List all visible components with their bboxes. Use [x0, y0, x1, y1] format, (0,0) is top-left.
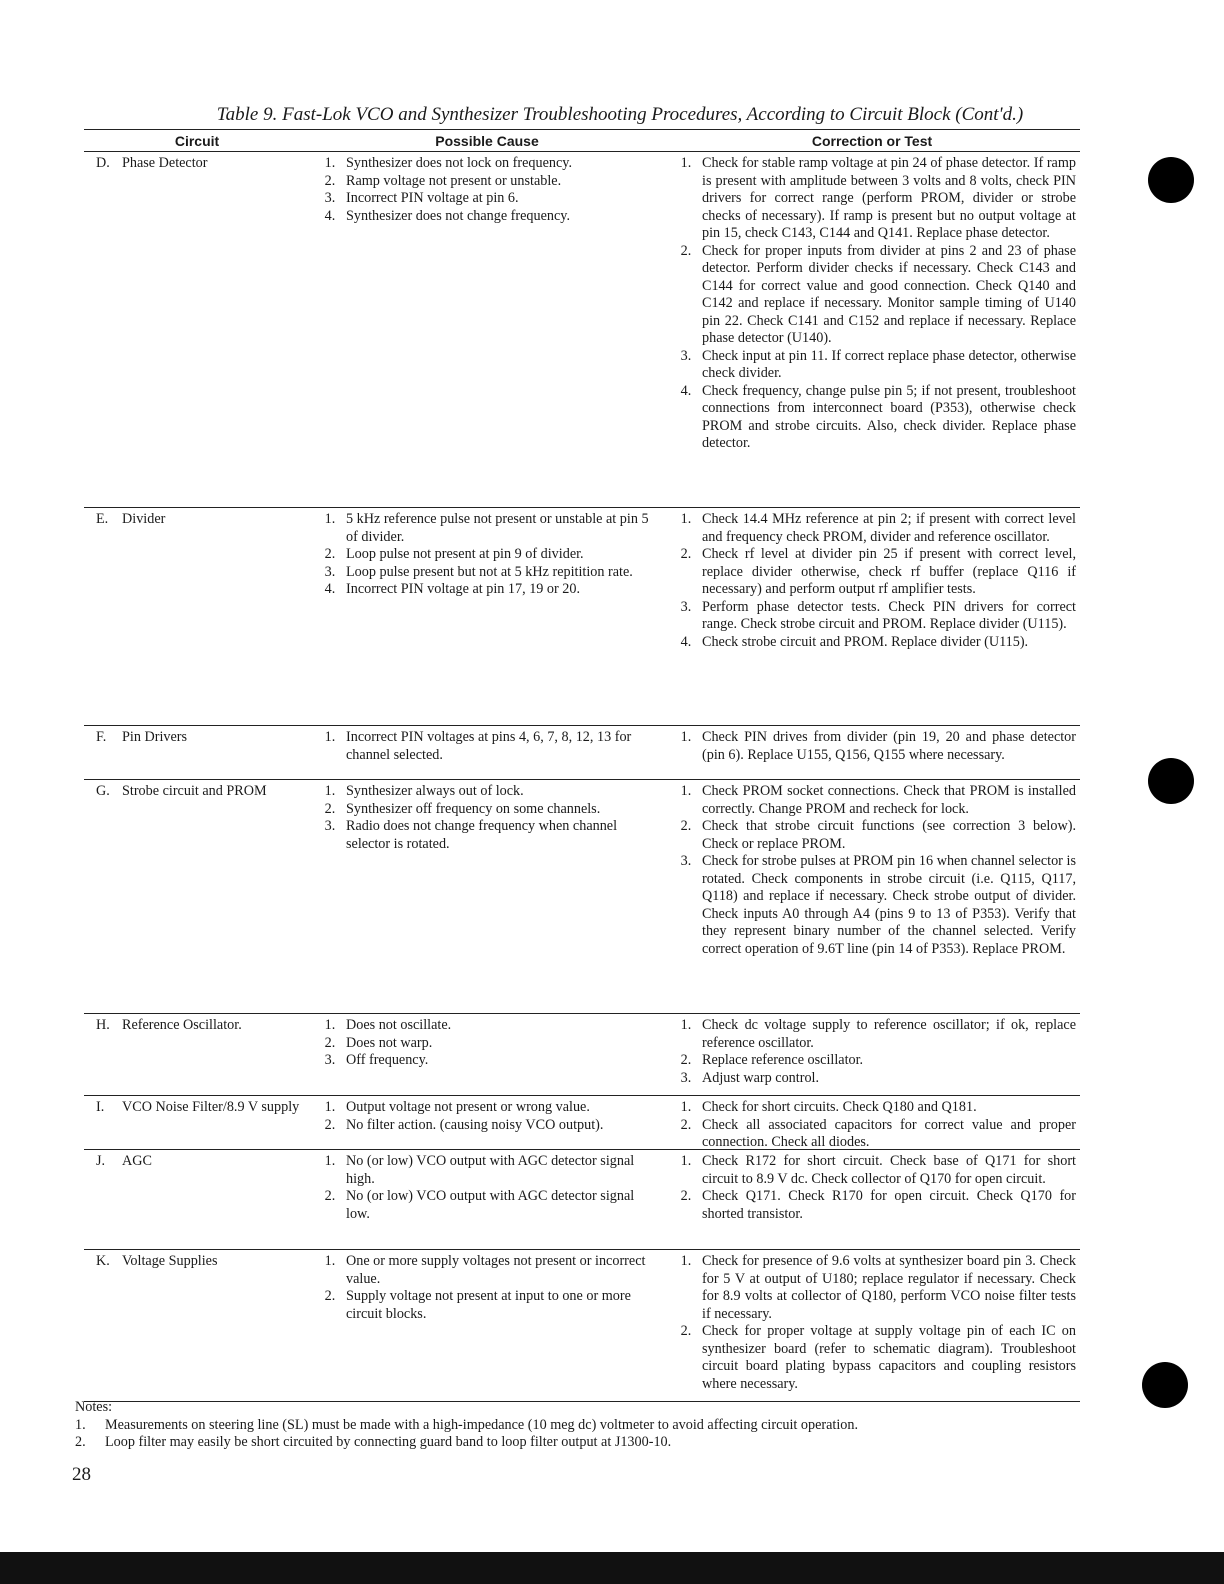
correction-cell	[664, 511, 1080, 725]
cause-cell	[310, 1017, 664, 1095]
cause-number: 1.	[324, 783, 336, 799]
note-number: 1.	[75, 1416, 86, 1433]
correction-cell	[664, 155, 1080, 507]
circuit-letter: E.	[96, 511, 109, 527]
cause-text: Does not warp.	[346, 1034, 433, 1051]
correction-cell	[664, 1017, 1080, 1095]
cause-text: Off frequency.	[346, 1052, 429, 1068]
cause-item	[314, 173, 660, 191]
correction-item	[670, 348, 1076, 383]
correction-cell	[664, 729, 1080, 779]
cause-text: Output voltage not present or wrong value.	[346, 1099, 590, 1115]
cause-number: 1.	[324, 1153, 336, 1169]
correction-text: Check 14.4 MHz reference at pin 2; if present with correct level and frequency check PROM, divider and reference oscillator.	[702, 511, 1076, 545]
correction-text: Replace reference oscillator.	[702, 1052, 864, 1068]
cause-text: Loop pulse not present at pin 9 of divider.	[346, 546, 584, 562]
correction-number: 2.	[680, 546, 692, 562]
circuit-name: Pin Drivers	[122, 729, 188, 745]
correction-number: 2.	[680, 1323, 692, 1339]
cause-number: 3.	[324, 818, 336, 834]
cause-cell	[310, 1253, 664, 1401]
table-row	[84, 1014, 1080, 1096]
cause-number: 1.	[324, 155, 336, 171]
circuit-cell	[84, 729, 310, 779]
correction-number: 4.	[680, 633, 692, 650]
correction-item	[670, 1153, 1076, 1188]
cause-item	[314, 1035, 660, 1053]
cause-text: Supply voltage not present at input to one or more circuit blocks.	[346, 1288, 631, 1322]
note-item	[75, 1417, 858, 1435]
cause-number: 1.	[324, 729, 336, 745]
correction-number: 1.	[680, 155, 692, 171]
correction-text: Check for stable ramp voltage at pin 24 of phase detector. If ramp is present with amplitude between 3 volts and 8 volts, check PIN drivers for correct range (perform PROM, divider or strobe checks of necessary). If ramp is present but no output voltage at pin 15, check C143, C144 and Q141. Replace phase detector.	[702, 155, 1076, 241]
correction-number: 1.	[680, 1153, 692, 1169]
correction-text: Check for presence of 9.6 volts at synthesizer board pin 3. Check for 5 V at output of U180; replace regulator if necessary. Check for 8.9 volts at collector of Q180, perform VCO noise filter tests if necessary.	[702, 1253, 1076, 1322]
correction-item	[670, 853, 1076, 958]
cause-text: Ramp voltage not present or unstable.	[346, 172, 562, 189]
circuit-cell	[84, 155, 310, 507]
correction-number: 1.	[680, 729, 692, 745]
correction-item	[670, 546, 1076, 599]
table-header	[84, 130, 1080, 152]
circuit-name: Divider	[122, 511, 166, 527]
cause-number: 2.	[324, 172, 336, 189]
binder-hole-mark	[1148, 157, 1194, 203]
cause-text: Incorrect PIN voltages at pins 4, 6, 7, 8, 12, 13 for channel selected.	[346, 729, 632, 763]
table-row	[84, 726, 1080, 780]
cause-item	[314, 1099, 660, 1117]
circuit-letter: F.	[96, 729, 107, 745]
cause-number: 1.	[324, 511, 336, 527]
circuit-letter: I.	[96, 1099, 105, 1115]
cause-number: 2.	[324, 1188, 336, 1204]
cause-text: Synthesizer does not change frequency.	[346, 207, 571, 224]
circuit-cell	[84, 1153, 310, 1249]
correction-number: 1.	[680, 783, 692, 799]
cause-item	[314, 581, 660, 599]
cause-item	[314, 155, 660, 173]
cause-number: 1.	[324, 1253, 336, 1269]
cause-item	[314, 1052, 660, 1070]
correction-text: Check PIN drives from divider (pin 19, 20 and phase detector (pin 6). Replace U155, Q156, Q155 where necessary.	[702, 729, 1076, 763]
circuit-name: VCO Noise Filter/8.9 V supply	[122, 1099, 300, 1115]
circuit-letter: G.	[96, 783, 110, 799]
cause-item	[314, 1253, 660, 1288]
correction-number: 3.	[680, 598, 692, 615]
cause-text: Radio does not change frequency when channel selector is rotated.	[346, 818, 618, 852]
correction-number: 2.	[680, 242, 692, 259]
cause-item	[314, 1017, 660, 1035]
correction-text: Check input at pin 11. If correct replace phase detector, otherwise check divider.	[702, 347, 1076, 381]
cause-item	[314, 801, 660, 819]
cause-number: 1.	[324, 1099, 336, 1115]
header-correction: Correction or Test	[811, 132, 933, 149]
correction-item	[670, 383, 1076, 453]
correction-item	[670, 1188, 1076, 1223]
correction-text: Check for proper inputs from divider at pins 2 and 23 of phase detector. Perform divider checks if necessary. Check C143 and C144 for correct value and good connection. Check Q140 and C142 and replace if necessary. Monitor sample timing of U140 pin 22. Check C141 and C152 and replace if necessary. Replace phase detector (U140).	[702, 242, 1076, 346]
circuit-letter: J.	[96, 1153, 106, 1169]
cause-text: Incorrect PIN voltage at pin 17, 19 or 20.	[346, 581, 581, 597]
correction-item	[670, 1117, 1076, 1152]
correction-text: Check PROM socket connections. Check that PROM is installed correctly. Change PROM and recheck for lock.	[702, 783, 1076, 817]
table-row	[84, 780, 1080, 1014]
cause-item	[314, 1117, 660, 1135]
cause-item	[314, 1153, 660, 1188]
correction-item	[670, 634, 1076, 652]
correction-text: Check rf level at divider pin 25 if present with correct level, replace divider otherwise, check rf buffer (replace Q116 if necessary) and perform output rf amplifier tests.	[702, 546, 1076, 597]
correction-text: Check for short circuits. Check Q180 and Q181.	[702, 1099, 977, 1115]
cause-item	[314, 1288, 660, 1323]
correction-item	[670, 243, 1076, 348]
notes-section	[75, 1399, 858, 1452]
cause-text: Incorrect PIN voltage at pin 6.	[346, 190, 519, 206]
circuit-name: Phase Detector	[122, 155, 208, 171]
correction-cell	[664, 1153, 1080, 1249]
correction-item	[670, 155, 1076, 243]
cause-text: Synthesizer off frequency on some channels.	[346, 800, 601, 817]
circuit-letter: D.	[96, 155, 110, 171]
circuit-cell	[84, 783, 310, 1013]
correction-item	[670, 599, 1076, 634]
correction-number: 1.	[680, 1017, 692, 1033]
correction-number: 3.	[680, 853, 692, 869]
cause-cell	[310, 783, 664, 1013]
cause-item	[314, 818, 660, 853]
table-row	[84, 508, 1080, 726]
cause-number: 3.	[324, 190, 336, 206]
correction-text: Check for strobe pulses at PROM pin 16 when channel selector is rotated. Check components in strobe circuit (i.e. Q115, Q117, Q118) and replace if necessary. Check strobe output of divider. Check inputs A0 through A4 (pins 9 to 13 of P353). Verify that they represent binary number of the channel selected. Verify correct operation of 9.6T line (pin 14 of P353). Replace PROM.	[702, 853, 1076, 957]
correction-text: Check that strobe circuit functions (see correction 3 below). Check or replace PROM.	[702, 818, 1076, 852]
correction-item	[670, 1253, 1076, 1323]
cause-cell	[310, 729, 664, 779]
correction-item	[670, 1017, 1076, 1052]
correction-number: 1.	[680, 1099, 692, 1115]
correction-text: Check strobe circuit and PROM. Replace divider (U115).	[702, 633, 1029, 650]
correction-cell	[664, 1099, 1080, 1152]
note-text: Loop filter may easily be short circuited by connecting guard band to loop filter output at J1300-10.	[105, 1434, 672, 1450]
circuit-cell	[84, 1253, 310, 1401]
cause-text: 5 kHz reference pulse not present or unstable at pin 5 of divider.	[346, 511, 649, 545]
correction-number: 1.	[680, 1253, 692, 1269]
correction-item	[670, 729, 1076, 764]
correction-cell	[664, 1253, 1080, 1401]
header-possible-cause: Possible Cause	[435, 132, 539, 149]
correction-number: 3.	[680, 1069, 692, 1086]
table-body	[84, 152, 1080, 1402]
correction-text: Check frequency, change pulse pin 5; if not present, troubleshoot connections from interconnect board (P353), otherwise check PROM and strobe circuits. Also, check divider. Replace phase detector.	[702, 382, 1076, 451]
note-number: 2.	[75, 1434, 86, 1450]
circuit-letter: K.	[96, 1253, 110, 1269]
correction-item	[670, 1070, 1076, 1088]
correction-text: Check all associated capacitors for correct value and proper connection. Check all diodes.	[702, 1116, 1076, 1150]
cause-item	[314, 783, 660, 801]
cause-cell	[310, 511, 664, 725]
cause-cell	[310, 155, 664, 507]
cause-text: No (or low) VCO output with AGC detector signal high.	[346, 1153, 635, 1187]
cause-item	[314, 564, 660, 582]
header-circuit: Circuit	[174, 132, 220, 149]
cause-number: 1.	[324, 1017, 336, 1033]
correction-text: Check R172 for short circuit. Check base of Q171 for short circuit to 8.9 V dc. Check collector of Q170 for open circuit.	[702, 1153, 1076, 1187]
correction-number: 4.	[680, 382, 692, 399]
cause-number: 4.	[324, 207, 336, 224]
circuit-cell	[84, 1017, 310, 1095]
notes-heading: Notes:	[75, 1399, 113, 1415]
correction-item	[670, 1052, 1076, 1070]
correction-number: 1.	[680, 511, 692, 527]
correction-number: 2.	[680, 1116, 692, 1133]
cause-number: 3.	[324, 563, 336, 580]
table-row	[84, 1096, 1080, 1150]
cause-text: No filter action. (causing noisy VCO output).	[346, 1116, 604, 1133]
correction-cell	[664, 783, 1080, 1013]
cause-number: 2.	[324, 800, 336, 817]
circuit-name: Reference Oscillator.	[122, 1017, 242, 1033]
cause-text: No (or low) VCO output with AGC detector signal low.	[346, 1188, 635, 1222]
correction-text: Check for proper voltage at supply voltage pin of each IC on synthesizer board (refer to schematic diagram). Troubleshoot circuit board plating bypass capacitors and coupling resistors where necessary.	[702, 1323, 1076, 1392]
correction-item	[670, 1099, 1076, 1117]
cause-number: 2.	[324, 1116, 336, 1133]
circuit-name: Strobe circuit and PROM	[122, 783, 267, 799]
circuit-name: AGC	[122, 1153, 152, 1169]
cause-item	[314, 208, 660, 226]
correction-text: Check Q171. Check R170 for open circuit. Check Q170 for shorted transistor.	[702, 1188, 1076, 1222]
note-item	[75, 1434, 858, 1452]
correction-number: 2.	[680, 1188, 692, 1204]
cause-number: 4.	[324, 581, 336, 597]
circuit-name: Voltage Supplies	[122, 1253, 218, 1269]
note-text: Measurements on steering line (SL) must be made with a high-impedance (10 meg dc) voltmeter to avoid affecting circuit operation.	[105, 1416, 859, 1433]
cause-number: 2.	[324, 546, 336, 562]
table-row	[84, 1250, 1080, 1402]
table-row	[84, 152, 1080, 508]
cause-text: Synthesizer does not lock on frequency.	[346, 155, 573, 171]
correction-number: 2.	[680, 1052, 692, 1068]
table-title: Table 9. Fast-Lok VCO and Synthesizer Troubleshooting Procedures, According to Circuit Block (Cont'd.)	[216, 104, 1024, 125]
binder-hole-mark	[1148, 758, 1194, 804]
correction-number: 3.	[680, 347, 692, 364]
correction-text: Perform phase detector tests. Check PIN drivers for correct range. Check strobe circuit and PROM. Replace divider (U115).	[702, 598, 1076, 632]
circuit-cell	[84, 511, 310, 725]
troubleshooting-table	[84, 129, 1080, 1402]
correction-item	[670, 511, 1076, 546]
cause-item	[314, 511, 660, 546]
correction-text: Adjust warp control.	[702, 1069, 820, 1086]
correction-item	[670, 783, 1076, 818]
page-bottom-edge	[0, 1552, 1224, 1584]
cause-text: Loop pulse present but not at 5 kHz repitition rate.	[346, 563, 633, 580]
correction-text: Check dc voltage supply to reference oscillator; if ok, replace reference oscillator.	[702, 1017, 1076, 1051]
page-number: 28	[72, 1464, 91, 1485]
cause-item	[314, 729, 660, 764]
cause-item	[314, 546, 660, 564]
cause-number: 3.	[324, 1052, 336, 1068]
cause-number: 2.	[324, 1034, 336, 1051]
cause-number: 2.	[324, 1288, 336, 1304]
correction-item	[670, 1323, 1076, 1393]
cause-item	[314, 1188, 660, 1223]
cause-text: Does not oscillate.	[346, 1017, 452, 1033]
cause-item	[314, 190, 660, 208]
cause-text: Synthesizer always out of lock.	[346, 783, 524, 799]
correction-item	[670, 818, 1076, 853]
cause-cell	[310, 1153, 664, 1249]
binder-hole-mark	[1142, 1362, 1188, 1408]
correction-number: 2.	[680, 818, 692, 834]
notes-list	[75, 1417, 858, 1452]
cause-text: One or more supply voltages not present or incorrect value.	[346, 1253, 646, 1287]
table-row	[84, 1150, 1080, 1250]
cause-cell	[310, 1099, 664, 1152]
circuit-letter: H.	[96, 1017, 110, 1033]
circuit-cell	[84, 1099, 310, 1152]
